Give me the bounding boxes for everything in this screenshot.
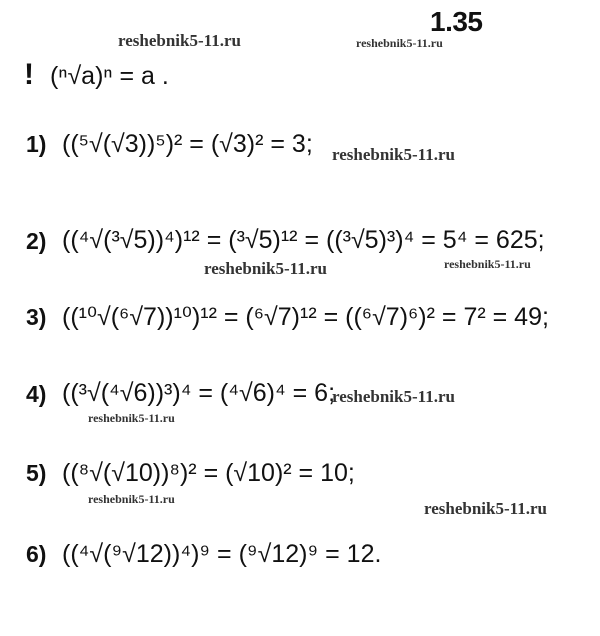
- rule-rhs: = a .: [119, 62, 169, 90]
- watermark: reshebnik5-11.ru: [444, 257, 531, 271]
- item-formula: ((⁴√(⁹√12))⁴)⁹ = (⁹√12)⁹ = 12.: [62, 540, 382, 568]
- item-label: 3): [26, 304, 47, 330]
- rule-lhs: (ⁿ√a)ⁿ: [50, 62, 113, 90]
- item-label: 1): [26, 131, 47, 157]
- item-label: 4): [26, 381, 47, 407]
- item-formula: ((¹⁰√(⁶√7))¹⁰)¹² = (⁶√7)¹² = ((⁶√7)⁶)² = 7² = 49;: [62, 303, 549, 331]
- problem-number: 1.35: [430, 6, 483, 37]
- watermark: reshebnik5-11.ru: [332, 145, 455, 164]
- item-label: 2): [26, 228, 47, 254]
- watermark: reshebnik5-11.ru: [88, 492, 175, 506]
- item-label: 6): [26, 541, 47, 567]
- item-formula: ((⁵√(√3))⁵)² = (√3)² = 3;: [62, 130, 313, 158]
- rule-mark: !: [24, 58, 34, 91]
- watermark: reshebnik5-11.ru: [118, 31, 241, 50]
- rule-formula: [50, 62, 169, 91]
- watermark: reshebnik5-11.ru: [332, 387, 455, 406]
- item-formula: ((⁸√(√10))⁸)² = (√10)² = 10;: [62, 459, 355, 487]
- watermark: reshebnik5-11.ru: [424, 499, 547, 518]
- watermark: reshebnik5-11.ru: [356, 36, 443, 50]
- item-formula: ((³√(⁴√6))³)⁴ = (⁴√6)⁴ = 6;: [62, 379, 336, 407]
- item-label: 5): [26, 460, 47, 486]
- watermark: reshebnik5-11.ru: [88, 411, 175, 425]
- watermark: reshebnik5-11.ru: [204, 259, 327, 278]
- item-formula: ((⁴√(³√5))⁴)¹² = (³√5)¹² = ((³√5)³)⁴ = 5⁴ = 625;: [62, 226, 545, 254]
